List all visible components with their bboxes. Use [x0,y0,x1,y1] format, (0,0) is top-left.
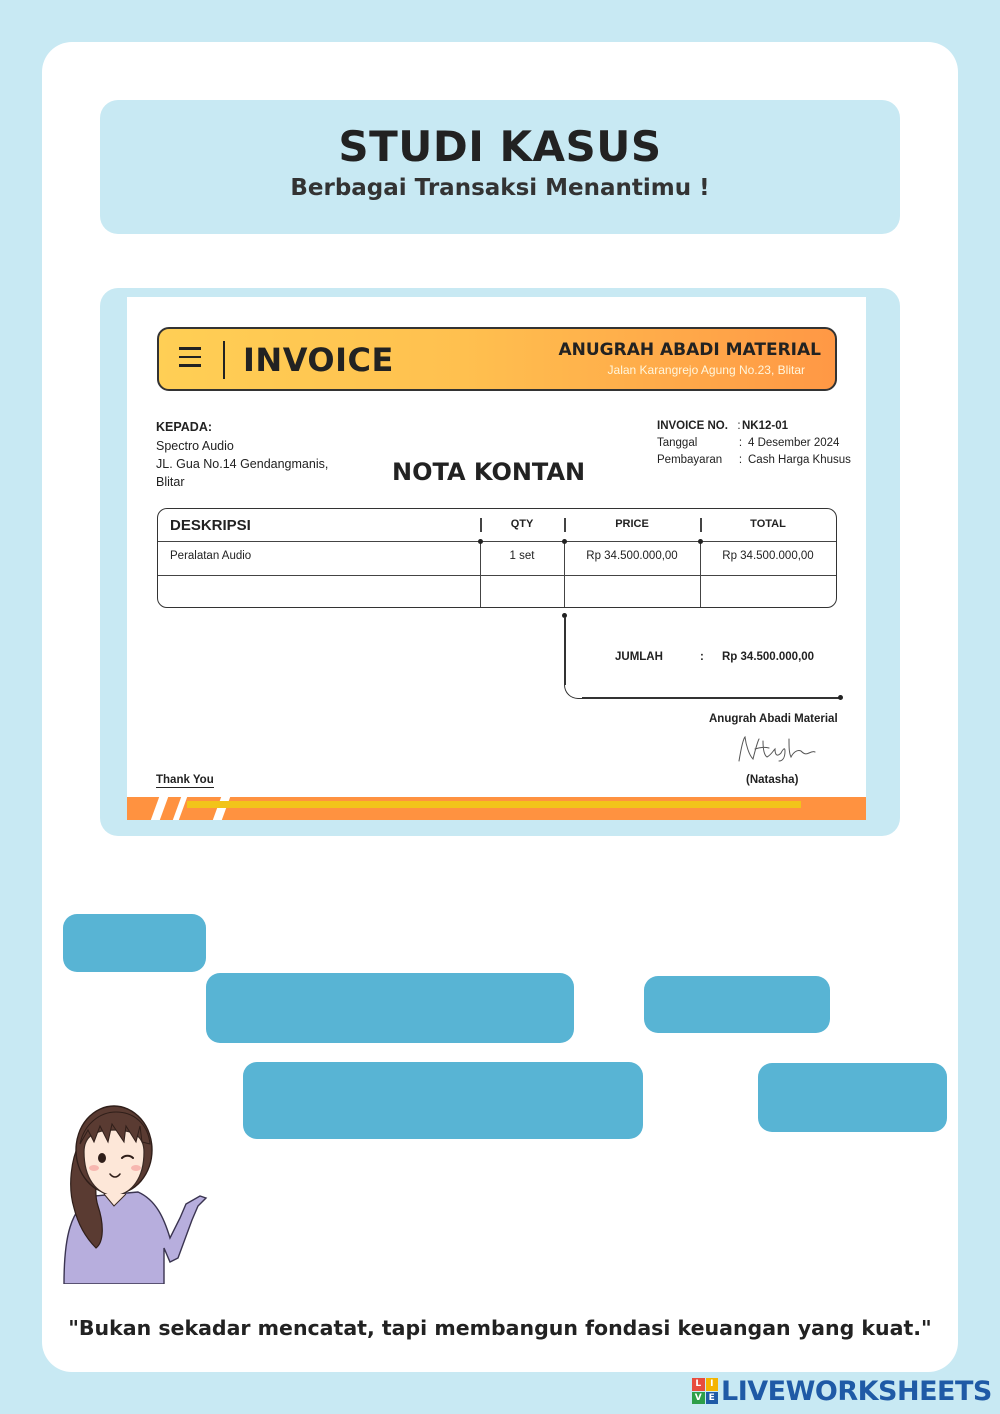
recipient-block [156,437,328,491]
total-label: JUMLAH [615,651,663,663]
liveworksheets-wordmark: LIVEWORKSHEETS [721,1375,992,1407]
invoice-payment-value: Cash Harga Khusus [748,454,851,466]
liveworksheets-brand [692,1374,992,1408]
table-cell-qty: 1 set [509,550,535,562]
invoice-table [157,508,837,608]
motivational-quote: "Bukan sekadar mencatat, tapi membangun fondasi keuangan yang kuat." [68,1316,932,1340]
total-value: Rp 34.500.000,00 [722,651,815,663]
invoice-date-value: 4 Desember 2024 [748,437,840,449]
invoice-meta [657,418,851,469]
document-title: NOTA KONTAN [392,458,586,486]
answer-box-4[interactable] [243,1062,643,1139]
recipient-address-line-1: JL. Gua No.14 Gendangmanis, [156,457,329,471]
logo-letter-e: E [706,1392,719,1405]
liveworksheets-logo-icon [692,1378,718,1404]
menu-icon [179,347,205,371]
thank-you-note: Thank You [156,774,214,786]
column-header-price: PRICE [615,518,649,530]
seller-address: Jalan Karangrejo Agung No.23, Blitar [607,363,805,377]
table-cell-price: Rp 34.500.000,00 [586,550,678,562]
logo-letter-i: I [706,1378,719,1391]
invoice-payment-label: Pembayaran [657,454,723,466]
logo-letter-l: L [692,1378,705,1391]
page-title: STUDI KASUS [338,122,662,171]
handwritten-signature [733,731,817,767]
signer-name: (Natasha) [746,774,799,786]
recipient-name: Spectro Audio [156,439,234,453]
invoice-image: INVOICE ANUGRAH ABADI MATERIAL Jalan Karangrejo Agung No.23, Blitar KEPADA: Spectro Audio JL. Gua No.14 Gendangmanis, Blitar NOTA KONTAN INVOICE NO. : NK12-01 Tanggal : 4 Desember 2024 Pembayaran : Cash Harga Khusus DESKRIPSI QTY PRICE TOTAL Peralatan Audio 1 set Rp 34.500.000,00 Rp 34.500.000,00 JUMLAH : Rp 34.500.000,00 Anugrah Abadi Material (Natasha) Thank You [127,297,866,820]
logo-letter-v: V [692,1392,705,1405]
recipient-address-line-2: Blitar [156,475,185,489]
table-cell-total: Rp 34.500.000,00 [722,550,814,562]
banner-divider [223,341,225,379]
total-underline [582,697,840,699]
invoice-number-row: INVOICE NO. : NK12-01 [657,418,851,435]
answer-box-1[interactable] [63,914,206,972]
girl-character-illustration [60,1098,210,1284]
invoice-footer-bar [127,797,866,820]
recipient-label: KEPADA: [156,420,213,434]
invoice-number-label: INVOICE NO. [657,420,728,432]
seller-company-name: ANUGRAH ABADI MATERIAL [558,340,821,360]
total-connector-curve [564,675,584,699]
column-header-total: TOTAL [750,518,786,530]
invoice-payment-row: Pembayaran : Cash Harga Khusus [657,452,851,469]
page-subtitle: Berbagai Transaksi Menantimu ! [290,175,710,201]
invoice-banner [157,327,837,391]
column-header-description: DESKRIPSI [170,517,251,534]
answer-box-2[interactable] [206,973,574,1043]
column-header-qty: QTY [510,518,534,530]
invoice-date-row: Tanggal : 4 Desember 2024 [657,435,851,452]
answer-box-3[interactable] [644,976,830,1033]
invoice-date-label: Tanggal [657,437,698,449]
invoice-banner-title: INVOICE [243,341,394,379]
answer-box-5[interactable] [758,1063,947,1132]
table-cell-description: Peralatan Audio [170,550,252,562]
header-box [100,100,900,234]
signature-company: Anugrah Abadi Material [709,713,838,725]
invoice-number-value: NK12-01 [742,420,789,432]
